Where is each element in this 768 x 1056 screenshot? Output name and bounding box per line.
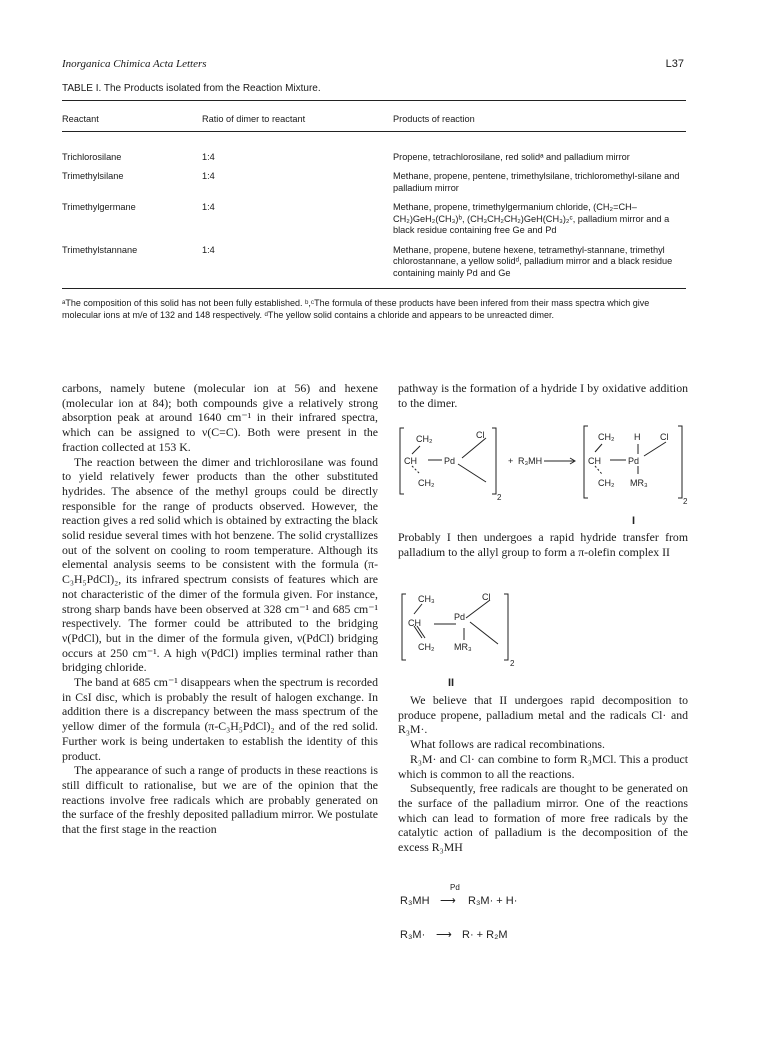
paragraph: We believe that II undergoes rapid decomposition to produce propene, palladium metal and the radicals Cl· and R₃M·. xyxy=(398,693,688,737)
bond xyxy=(595,444,602,452)
catalyst-label: Pd xyxy=(450,883,460,892)
left-column xyxy=(62,381,378,837)
eq1-reactant: R₃MH xyxy=(400,895,430,907)
ratio-cell: 1:4 xyxy=(202,151,215,162)
subscript: 2 xyxy=(683,497,688,506)
bond xyxy=(644,442,666,456)
right-paragraphs xyxy=(398,693,688,855)
subscript: 2 xyxy=(497,493,502,502)
subscript: 2 xyxy=(510,659,515,668)
column-header-ratio: Ratio of dimer to reactant xyxy=(202,114,306,124)
products-cell: Methane, propene, trimethylgermanium chloride, (CH₂=CH–CH₂)GeH₂(CH₃)ᵇ, (CH₃CH₂CH₂)GeH(CH₃)₂ᶜ, palladium mirror and a black residue containing free Ge and Pd xyxy=(393,202,670,235)
compound-label: II xyxy=(448,677,455,689)
plus-sign: + xyxy=(508,456,514,466)
bracket-right xyxy=(504,594,508,660)
label: MR₃ xyxy=(630,478,648,488)
bond xyxy=(595,466,602,474)
table-top-rule xyxy=(62,100,686,101)
bond xyxy=(462,438,486,458)
reactant-cell: Trimethylgermane xyxy=(62,202,136,212)
scheme-oxidative-addition xyxy=(398,420,688,528)
bond xyxy=(412,466,420,474)
label: Cl xyxy=(476,430,485,440)
label: CH₂ xyxy=(418,478,435,488)
eq2-products: R· + R₂M xyxy=(462,929,508,941)
reactant-cell: Trimethylsilane xyxy=(62,171,124,181)
bracket-right xyxy=(492,428,496,494)
compound-label: I xyxy=(632,515,636,527)
equations xyxy=(398,880,688,960)
reactant-cell: Trimethylstannane xyxy=(62,244,138,255)
label: CH xyxy=(408,618,421,628)
table-footnotes: ᵃThe composition of this solid has not been fully established. ᵇ,ᶜThe formula of these products have been infered from their mass spectra which give molecular ions at m/e of 132 and 148 respectively. ᵈThe yellow solid contains a chloride and appears to be unreacted dimer. xyxy=(62,298,650,320)
paragraph: R₃M· and Cl· can combine to form R₃MCl. This a product which is common to all the reactions. xyxy=(398,751,688,781)
label: Pd xyxy=(444,456,456,466)
table-row xyxy=(62,202,686,245)
right-intro: pathway is the formation of a hydride I by oxidative addition to the dimer. xyxy=(398,381,688,410)
bond xyxy=(466,600,490,618)
label: Pd xyxy=(454,612,466,622)
label: Cl xyxy=(482,592,491,602)
eq2-arrow: ⟶ xyxy=(436,929,452,941)
ratio-cell: 1:4 xyxy=(202,244,215,255)
products-cell: Methane, propene, butene hexene, tetramethyl-stannane, trimethyl chlorostannane, a yellow solidᵈ, palladium mirror and a black residue containing mainly Pd and Ge xyxy=(393,244,673,278)
label: CH xyxy=(404,456,417,466)
table-row xyxy=(62,152,686,172)
eq1-products: R₃M· + H· xyxy=(468,895,518,907)
bond xyxy=(412,446,420,454)
scheme-olefin-complex xyxy=(398,582,538,690)
products-cell: Methane, propene, pentene, trimethylsilane, trichloromethyl-silane and palladium mirror xyxy=(393,171,680,193)
paragraph: The reaction between the dimer and trichlorosilane was found to yield relatively fewer products than the other substituted hydrides. The absence of the methyl groups could be directly responsible for the range of products observed. However, the reaction gives a red solid which is obtained by extracting the black solid residue several times with hot benzene. The solid crystallizes out of the solvent on cooling to room temperature. Although its elemental analysis seems to be consistent with the formula (π-C₃H₅PdCl)₂, its infrared spectrum consists of features which are not characteristic of the dimer of the formula given. For instance, strong sharp bands have been observed at 328 cm⁻¹ and 685 cm⁻¹ respectively. The former could be attributed to the bridging ν(PdCl), but in the dimer of the formula given, ν(PdCl) bridging occurs at 250 cm⁻¹. A high ν(PdCl) implies terminal rather than bridging chloride. xyxy=(62,454,378,675)
page-number: L37 xyxy=(665,58,684,70)
reagent: R₃MH xyxy=(518,456,543,466)
label: CH₂ xyxy=(418,642,435,652)
paragraph: Subsequently, free radicals are thought to be generated on the surface of the palladium mirror. One of the reactions which can lead to formation of more free radicals by the catalytic action of palladium is the decomposition of the excess R₃MH xyxy=(398,781,688,855)
products-table xyxy=(62,114,686,287)
column-header-reactant: Reactant xyxy=(62,114,99,124)
ratio-cell: 1:4 xyxy=(202,171,215,181)
journal-title: Inorganica Chimica Acta Letters xyxy=(62,58,207,70)
table-row xyxy=(62,245,686,288)
table-row xyxy=(62,171,686,202)
paragraph: The band at 685 cm⁻¹ disappears when the spectrum is recorded in CsI disc, which is probably the result of halogen exchange. In addition there is a discrepancy between the mass spectrum of the yellow dimer of the formula (π-C₃H₅PdCl)₂ and of the red solid. Further work is being undertaken to establish the identity of this product. xyxy=(62,675,378,763)
eq1-arrow: ⟶ xyxy=(440,895,456,907)
table-caption: TABLE I. The Products isolated from the Reaction Mixture. xyxy=(62,83,321,94)
paragraph: The appearance of such a range of products in these reactions is still difficult to rationalise, but we are of the opinion that the reactions involve free radicals which are probably generated on the surface of the freshly deposited palladium mirror. We postulate that the first stage in the reaction xyxy=(62,763,378,837)
label: CH xyxy=(588,456,601,466)
eq2-reactant: R₃M· xyxy=(400,929,426,941)
label: Cl xyxy=(660,432,669,442)
label: CH₃ xyxy=(418,594,435,604)
paragraph: carbons, namely butene (molecular ion at 56) and hexene (molecular ion at 84); both compounds give a relatively strong absorption peak at around 1640 cm⁻¹ in their infrared spectra, which can be assigned to ν(C=C). Both were present in the fraction collected at 153 K. xyxy=(62,381,378,454)
bracket-left xyxy=(402,594,406,660)
label: MR₃ xyxy=(454,642,472,652)
label: CH₂ xyxy=(598,478,615,488)
bond xyxy=(414,604,422,614)
bracket-right xyxy=(678,426,682,498)
ratio-cell: 1:4 xyxy=(202,202,215,212)
right-transfer: Probably I then undergoes a rapid hydride transfer from palladium to the allyl group to form a π-olefin complex II xyxy=(398,530,688,559)
column-header-products: Products of reaction xyxy=(393,114,475,124)
label: CH₂ xyxy=(416,434,433,444)
label: CH₂ xyxy=(598,432,615,442)
table-header-row xyxy=(62,114,686,132)
bond xyxy=(458,464,486,482)
paragraph: What follows are radical recombinations. xyxy=(410,737,605,752)
table-bottom-rule xyxy=(62,288,686,289)
label: H xyxy=(634,432,641,442)
reactant-cell: Trichlorosilane xyxy=(62,151,122,162)
products-cell: Propene, tetrachlorosilane, red solidᵃ and palladium mirror xyxy=(393,151,630,162)
label: Pd xyxy=(628,456,640,466)
bond xyxy=(470,622,498,644)
